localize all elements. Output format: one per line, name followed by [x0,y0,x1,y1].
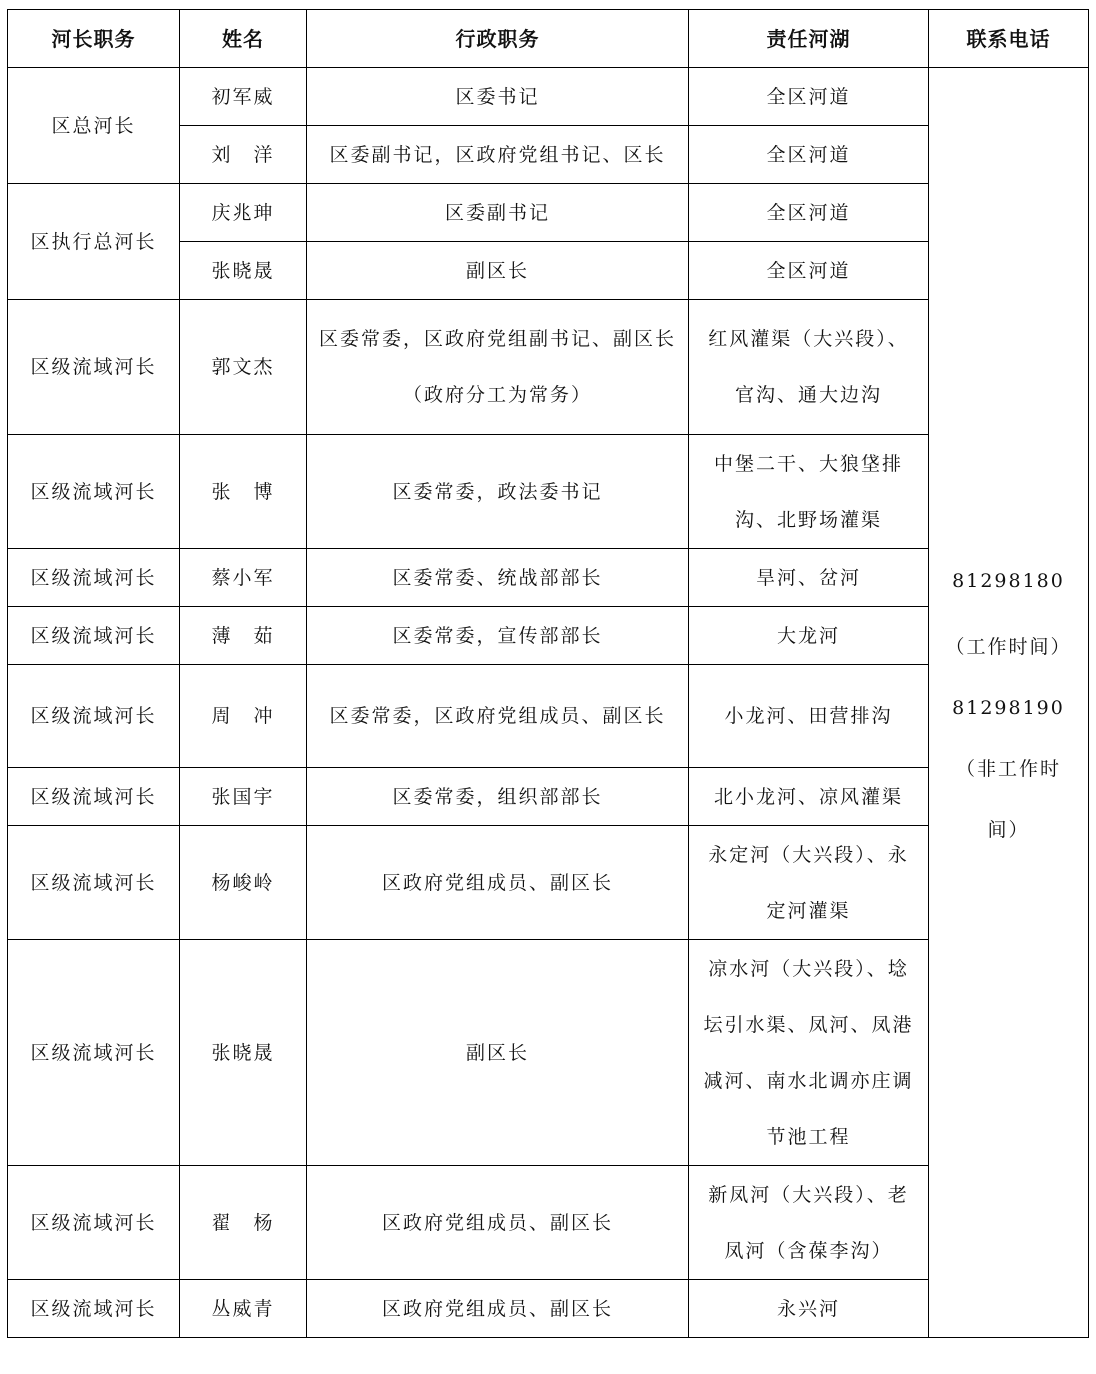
name-cell: 张 博 [180,435,307,549]
river-cell [689,1166,929,1280]
post-cell: 区政府党组成员、副区长 [307,1166,689,1280]
post-cell: 区政府党组成员、副区长 [307,826,689,940]
post-cell: 区委常委，宣传部部长 [307,607,689,665]
post-cell: 区政府党组成员、副区长 [307,1280,689,1338]
river-cell [689,940,929,1166]
header-name: 姓名 [180,10,307,68]
river-cell: 全区河道 [689,184,929,242]
post-cell: 区委常委，区政府党组成员、副区长 [307,665,689,768]
name-cell: 杨峻岭 [180,826,307,940]
post-cell: 区委常委、统战部部长 [307,549,689,607]
river-line: 中堡二干、大狼垡排 [713,452,903,475]
river-cell: 全区河道 [689,242,929,300]
river-line: 定河灌渠 [766,899,851,922]
name-cell: 蔡小军 [180,549,307,607]
name-cell: 刘 洋 [180,126,307,184]
river-cell [689,826,929,940]
phone-work-number: 81298180 [952,569,1065,592]
table-row [8,1166,1089,1280]
header-phone: 联系电话 [929,10,1089,68]
post-cell: 副区长 [307,242,689,300]
river-cell: 全区河道 [689,68,929,126]
post-cell: 副区长 [307,940,689,1166]
name-cell: 翟 杨 [180,1166,307,1280]
table-row [8,184,1089,242]
river-line: 沟、北野场灌渠 [734,508,882,531]
name-cell: 初军威 [180,68,307,126]
name-cell: 庆兆珅 [180,184,307,242]
river-line: 减河、南水北调亦庄调 [703,1069,914,1092]
table-row [8,940,1089,1166]
post-cell: 区委书记 [307,68,689,126]
river-line: 官沟、通大边沟 [734,384,882,406]
table-row [8,549,1089,607]
phone-offwork-note-line1: （非工作时 [955,757,1061,780]
name-cell: 郭文杰 [180,300,307,435]
river-line: 凤河（含葆李沟） [724,1239,893,1262]
river-line: 坛引水渠、凤河、凤港 [703,1013,914,1036]
duty-cell: 区级流域河长 [8,826,180,940]
table-row [8,607,1089,665]
river-line: 节池工程 [766,1125,851,1148]
river-chief-table [7,9,1089,1338]
table-row [8,826,1089,940]
table-row [8,68,1089,126]
duty-cell: 区级流域河长 [8,1280,180,1338]
duty-cell: 区级流域河长 [8,607,180,665]
table-row [8,768,1089,826]
name-cell: 薄 茹 [180,607,307,665]
header-duty: 河长职务 [8,10,180,68]
duty-cell: 区级流域河长 [8,300,180,435]
river-line: 永定河（大兴段）、永 [708,843,909,866]
phone-offwork-number: 81298190 [952,696,1065,719]
duty-cell: 区级流域河长 [8,665,180,768]
post-cell: 区委常委，政法委书记 [307,435,689,549]
duty-cell: 区级流域河长 [8,768,180,826]
duty-cell: 区总河长 [8,68,180,184]
post-cell: 区委副书记，区政府党组书记、区长 [307,126,689,184]
post-line: 区委常委，区政府党组副书记、副区长 [318,328,676,350]
table-row [8,435,1089,549]
post-cell [307,300,689,435]
name-cell: 张晓晟 [180,940,307,1166]
post-cell: 区委副书记 [307,184,689,242]
river-cell: 北小龙河、凉风灌渠 [689,768,929,826]
river-cell [689,300,929,435]
phone-cell [929,68,1089,1338]
duty-cell: 区执行总河长 [8,184,180,300]
name-cell: 张晓晟 [180,242,307,300]
name-cell: 周 冲 [180,665,307,768]
post-cell: 区委常委，组织部部长 [307,768,689,826]
table-row [8,300,1089,435]
river-cell: 小龙河、田营排沟 [689,665,929,768]
header-post: 行政职务 [307,10,689,68]
post-line: （政府分工为常务） [402,384,592,406]
duty-cell: 区级流域河长 [8,549,180,607]
river-line: 新凤河（大兴段）、老 [708,1183,909,1206]
duty-cell: 区级流域河长 [8,435,180,549]
phone-work-note: （工作时间） [945,635,1072,658]
river-cell: 旱河、岔河 [689,549,929,607]
table-header-row [8,10,1089,68]
river-line: 凉水河（大兴段）、埝 [708,957,909,980]
table-row [8,1280,1089,1338]
name-cell: 丛威青 [180,1280,307,1338]
name-cell: 张国宇 [180,768,307,826]
duty-cell: 区级流域河长 [8,1166,180,1280]
header-river: 责任河湖 [689,10,929,68]
river-line: 红风灌渠（大兴段）、 [708,328,909,350]
duty-cell: 区级流域河长 [8,940,180,1166]
phone-offwork-note-line2: 间） [987,818,1030,841]
river-cell: 全区河道 [689,126,929,184]
river-cell: 永兴河 [689,1280,929,1338]
table-row [8,665,1089,768]
river-cell: 大龙河 [689,607,929,665]
river-cell [689,435,929,549]
